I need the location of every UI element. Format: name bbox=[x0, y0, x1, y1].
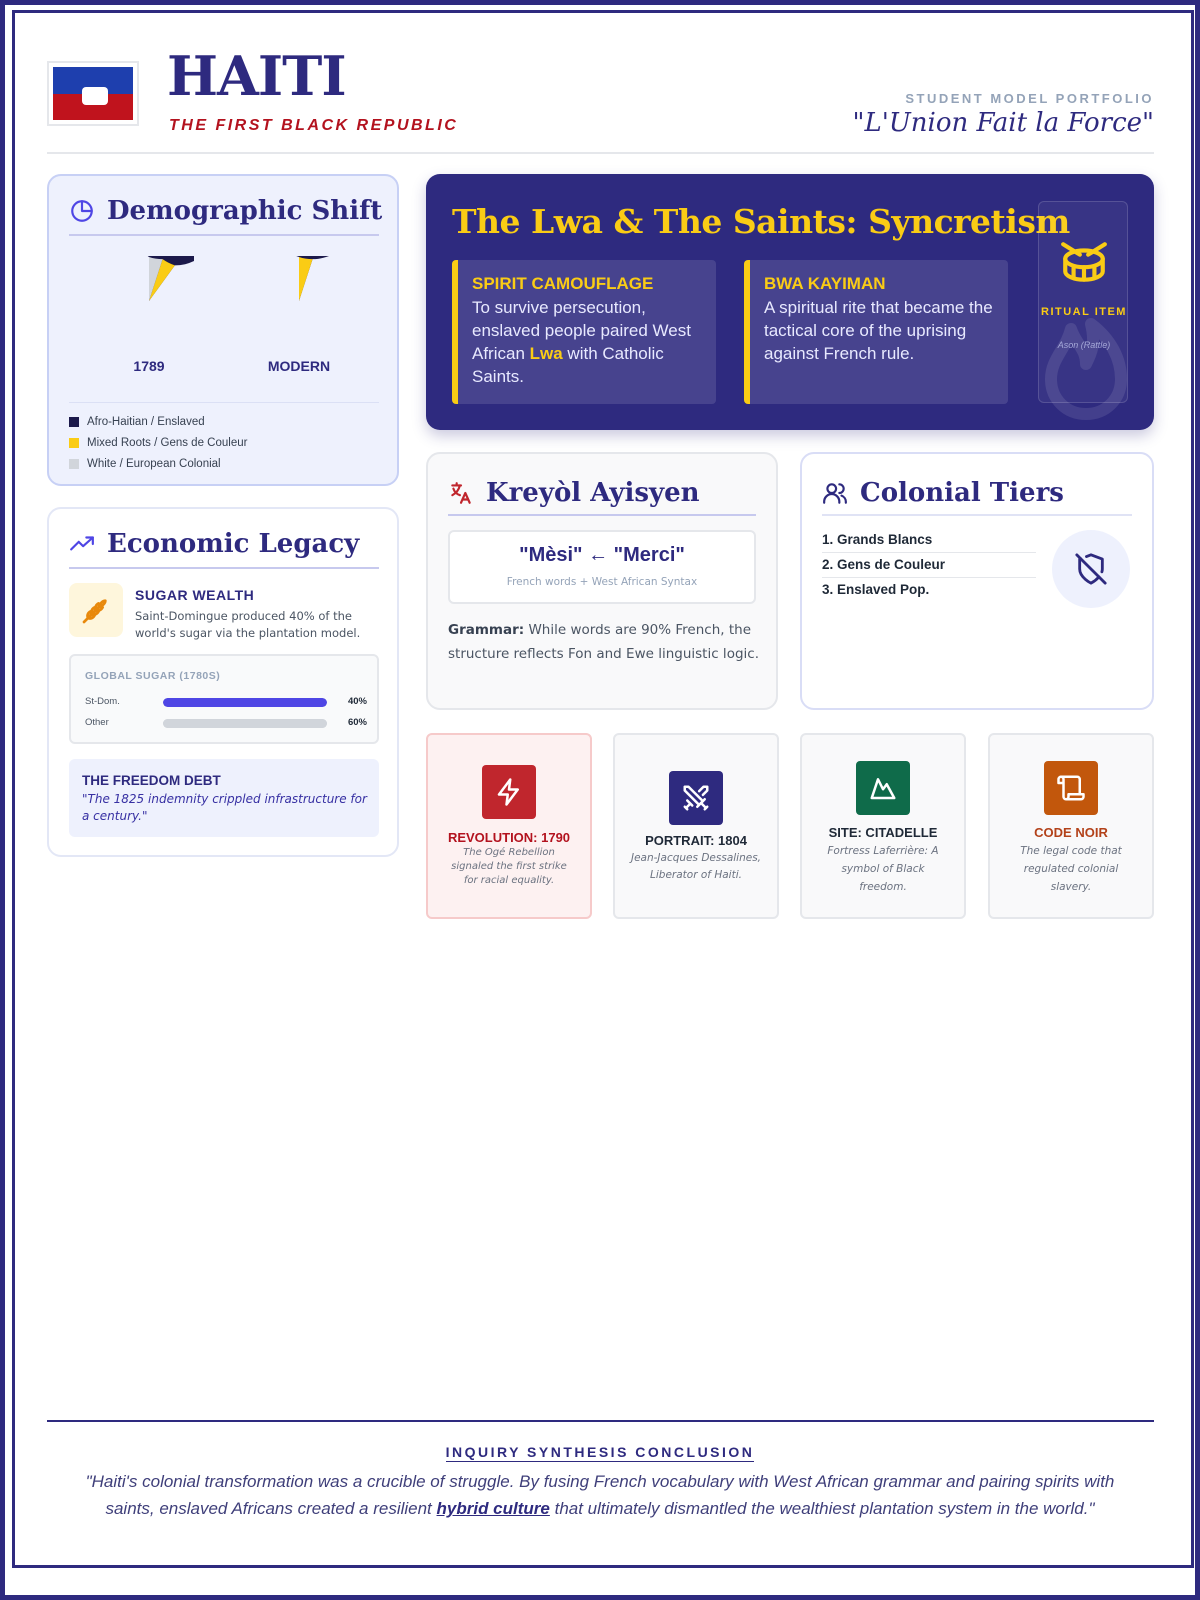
lightning-icon bbox=[494, 777, 524, 807]
colonial-tiers-heading-rule bbox=[822, 514, 1132, 516]
trending-up-icon bbox=[69, 531, 95, 557]
quote-segment: that ultimately dismantled the wealthiest plantation system in the world." bbox=[549, 1499, 1095, 1518]
code-noir-card-text: The legal code that regulated colonial slavery. bbox=[1020, 845, 1122, 893]
translate-icon bbox=[448, 480, 474, 506]
scroll-icon bbox=[1056, 773, 1086, 803]
footer-title-text: INQUIRY SYNTHESIS CONCLUSION bbox=[445, 1444, 755, 1460]
grammar-label: Grammar: bbox=[448, 622, 525, 638]
text-segment: To survive persecution, enslaved people paired West African bbox=[472, 298, 691, 363]
pie-chart-1789 bbox=[104, 256, 194, 346]
pie-slice-mixed-roots bbox=[299, 257, 313, 301]
header-divider bbox=[47, 152, 1154, 154]
legend-item bbox=[69, 453, 379, 474]
global-sugar-chart bbox=[69, 654, 379, 744]
code-noir-card-title: CODE NOIR bbox=[1034, 825, 1108, 840]
demographic-heading-text: Demographic Shift bbox=[107, 196, 383, 226]
portrait-card-title: PORTRAIT: 1804 bbox=[645, 833, 747, 848]
spirit-camouflage-title: SPIRIT CAMOUFLAGE bbox=[472, 274, 654, 293]
colonial-tiers-heading bbox=[822, 478, 1064, 508]
freedom-debt-title: THE FREEDOM DEBT bbox=[82, 773, 221, 788]
pie-label-modern: MODERN bbox=[267, 358, 331, 374]
syncretism-card bbox=[426, 174, 1154, 430]
demographic-legend bbox=[69, 402, 379, 474]
bar-st-dom bbox=[163, 698, 327, 707]
legend-label: White / European Colonial bbox=[87, 457, 221, 470]
citadelle-card-title: SITE: CITADELLE bbox=[828, 825, 938, 840]
tier-item: 2. Gens de Couleur bbox=[822, 553, 1036, 578]
pie-chart-icon bbox=[69, 198, 95, 224]
kreyol-heading-rule bbox=[448, 514, 756, 516]
tier-item: 1. Grands Blancs bbox=[822, 528, 1036, 553]
pie-1789 bbox=[99, 256, 199, 374]
ritual-item-label: RITUAL ITEM bbox=[1041, 306, 1127, 318]
text-segment: with Catholic Saints. bbox=[472, 344, 664, 386]
bar-row-other bbox=[85, 717, 367, 729]
spirit-camouflage-box bbox=[452, 260, 716, 404]
crossed-swords-icon-box bbox=[669, 771, 723, 825]
colonial-tiers-list bbox=[822, 528, 1036, 603]
crossed-swords-icon bbox=[681, 783, 711, 813]
wheat-icon bbox=[80, 594, 112, 626]
revolution-card bbox=[426, 733, 592, 919]
bar-row-st-dom bbox=[85, 696, 367, 708]
lightning-icon-box bbox=[482, 765, 536, 819]
flag-emblem-panel bbox=[82, 87, 108, 105]
mountain-icon bbox=[868, 773, 898, 803]
translation-example-box bbox=[448, 530, 756, 604]
national-motto: "L'Union Fait la Force" bbox=[852, 108, 1154, 138]
kreyol-heading-text: Kreyòl Ayisyen bbox=[486, 478, 700, 508]
scroll-icon-box bbox=[1044, 761, 1098, 815]
grammar-note bbox=[448, 618, 763, 666]
legend-swatch-afro-haitian bbox=[69, 417, 79, 427]
bwa-kayiman-title: BWA KAYIMAN bbox=[764, 274, 886, 293]
portfolio-label: STUDENT MODEL PORTFOLIO bbox=[905, 91, 1154, 106]
legend-item bbox=[69, 411, 379, 432]
freedom-debt-box bbox=[69, 759, 379, 837]
users-icon bbox=[822, 480, 848, 506]
economic-heading-rule bbox=[69, 567, 379, 569]
bar-category-label: St-Dom. bbox=[85, 696, 120, 707]
drum-icon bbox=[1059, 238, 1109, 288]
bar-category-label: Other bbox=[85, 717, 109, 728]
sugar-wealth-title: SUGAR WEALTH bbox=[135, 587, 255, 603]
sugar-wealth-text: Saint-Domingue produced 40% of the world's sugar via the plantation model. bbox=[135, 609, 361, 640]
synthesis-quote bbox=[60, 1468, 1140, 1522]
demographic-heading bbox=[69, 196, 382, 226]
lwa-term: Lwa bbox=[529, 344, 563, 363]
hybrid-culture-link[interactable]: hybrid culture bbox=[436, 1499, 550, 1518]
freedom-debt-quote: "The 1825 indemnity crippled infrastructure for a century." bbox=[82, 792, 367, 823]
footer-divider bbox=[47, 1420, 1154, 1422]
page-title: HAITI bbox=[167, 44, 346, 108]
demographic-card bbox=[47, 174, 399, 486]
wheat-icon-box bbox=[69, 583, 123, 637]
bar-track bbox=[163, 698, 327, 707]
economic-heading-text: Economic Legacy bbox=[107, 529, 360, 559]
page-subtitle: THE FIRST BLACK REPUBLIC bbox=[169, 117, 459, 134]
bwa-kayiman-text: A spiritual rite that became the tactical core of the uprising against French rule. bbox=[764, 298, 993, 363]
pie-label-1789: 1789 bbox=[133, 358, 165, 374]
citadelle-card bbox=[800, 733, 966, 919]
legend-item bbox=[69, 432, 379, 453]
demographic-heading-rule bbox=[69, 234, 379, 236]
pie-chart-modern bbox=[254, 256, 344, 346]
spirit-camouflage-text bbox=[472, 296, 716, 388]
portrait-card-text: Jean-Jacques Dessalines, Liberator of Haiti. bbox=[631, 852, 762, 881]
syncretism-title: The Lwa & The Saints: Syncretism bbox=[452, 202, 1070, 241]
legend-swatch-mixed-roots bbox=[69, 438, 79, 448]
economic-heading bbox=[69, 529, 359, 559]
quote-segment: "Haiti's colonial transformation was a crucible of struggle. By fusing French vocabulary with West African grammar and pairing spirits with saints, enslaved Africans created a resilient bbox=[85, 1472, 1115, 1518]
legend-label: Mixed Roots / Gens de Couleur bbox=[87, 436, 248, 449]
revolution-card-text: The Ogé Rebellion signaled the first strike for racial equality. bbox=[451, 847, 567, 886]
ritual-item-name: Ason (Rattle) bbox=[1057, 340, 1111, 350]
bwa-kayiman-box bbox=[744, 260, 1008, 404]
grammar-text: While words are 90% French, the structure reflects Fon and Ewe linguistic logic. bbox=[448, 622, 759, 662]
haiti-flag-icon bbox=[47, 61, 139, 126]
colonial-tiers-card bbox=[800, 452, 1154, 710]
chart-title: GLOBAL SUGAR (1780S) bbox=[85, 670, 221, 682]
colonial-tiers-heading-text: Colonial Tiers bbox=[860, 478, 1064, 508]
footer-title bbox=[0, 1444, 1200, 1460]
shield-off-icon bbox=[1074, 552, 1108, 586]
legend-swatch-white-colonial bbox=[69, 459, 79, 469]
translation-example: "Mèsi" ← "Merci" bbox=[519, 544, 685, 566]
revolution-card-title: REVOLUTION: 1790 bbox=[447, 830, 571, 845]
mountain-icon-box bbox=[856, 761, 910, 815]
translation-note: French words + West African Syntax bbox=[506, 576, 698, 588]
legend-label: Afro-Haitian / Enslaved bbox=[87, 415, 205, 428]
pie-modern bbox=[249, 256, 349, 374]
bar-other bbox=[163, 719, 327, 728]
citadelle-card-text: Fortress Laferrière: A symbol of Black freedom. bbox=[827, 845, 939, 893]
bar-value-label: 40% bbox=[347, 696, 367, 707]
ritual-item-panel bbox=[1038, 201, 1128, 403]
bar-track bbox=[163, 719, 327, 728]
kreyol-card bbox=[426, 452, 778, 710]
economic-card bbox=[47, 507, 399, 857]
code-noir-card bbox=[988, 733, 1154, 919]
bar-value-label: 60% bbox=[347, 717, 367, 728]
shield-off-icon-badge bbox=[1052, 530, 1130, 608]
portrait-card bbox=[613, 733, 779, 919]
tier-item: 3. Enslaved Pop. bbox=[822, 582, 930, 597]
kreyol-heading bbox=[448, 478, 700, 508]
